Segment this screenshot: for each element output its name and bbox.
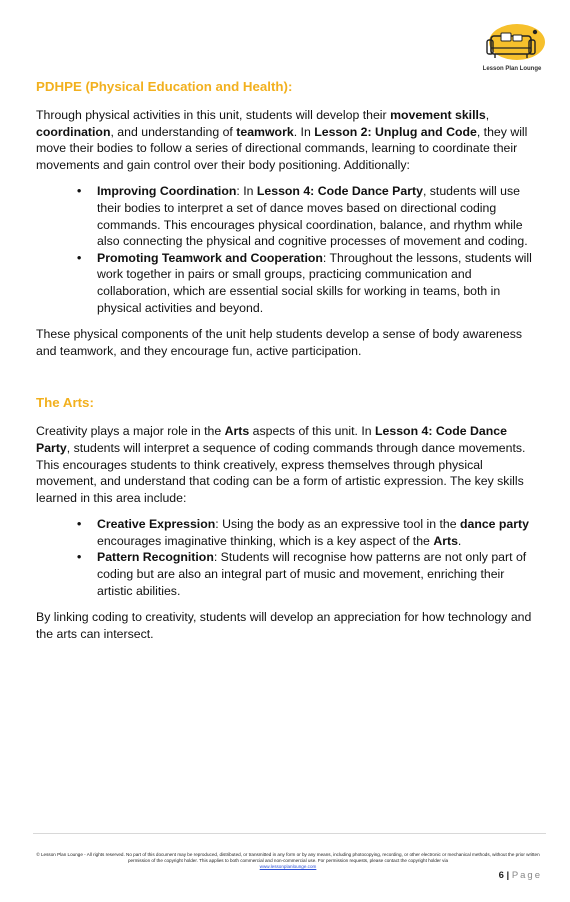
bold-text: Arts	[433, 533, 458, 548]
bold-text: Lesson 4: Code Dance Party	[36, 424, 507, 455]
logo-caption: Lesson Plan Lounge	[482, 66, 542, 72]
bold-text: dance party	[459, 517, 529, 532]
bold-text: Creative Expression	[97, 517, 216, 532]
arts-intro: Creativity plays a major role in the Arts aspects of this unit. In Lesson 4: Code Dance Party, students will interpret a sequence of coding commands through dance movements. This encourages students to think creatively, express themselves through physical movement, and understand that coding can be a form of artistic expression. The key skills learned in this area include:	[36, 424, 526, 505]
pdhpe-bullet-list	[36, 183, 538, 316]
bold-text: Improving Coordination	[97, 184, 237, 199]
arts-bullet-creative-expression: • Creative Expression: Using the body as an expressive tool in the dance party encourages imaginative thinking, which is a key aspect of the Arts.	[36, 516, 538, 549]
arts-heading: The Arts:	[36, 395, 94, 411]
bold-text: Arts	[224, 424, 250, 439]
bold-text: Pattern Recognition	[97, 550, 214, 565]
pdhpe-bullet-teamwork: • Promoting Teamwork and Cooperation: Throughout the lessons, students will work together in pairs or small groups, practicing communication and collaboration, which are essential social skills for working in teams, both in physical activities and beyond.	[36, 250, 538, 316]
page-word: Page	[511, 870, 542, 881]
page-content	[36, 78, 538, 642]
pdhpe-bullet-coordination: • Improving Coordination: In Lesson 4: Code Dance Party, students will use their bodies to interpret a set of dance moves based on directional coding commands. This encourages physical coordination, balance, and rhythm while also connecting the physical and cognitive processes of movement and coding.	[36, 183, 538, 249]
arts-bullet-pattern-recognition: • Pattern Recognition: Students will recognise how patterns are not only part of coding but are also an integral part of music and movement, enriching their artistic abilities.	[36, 549, 538, 599]
page-number-value: 6	[498, 870, 504, 881]
arts-bullet-list	[36, 516, 538, 599]
copyright-notice	[36, 852, 540, 870]
website-link[interactable]: www.lessonplanlounge.com	[259, 864, 317, 869]
bold-text: Lesson 4: Code Dance Party	[256, 184, 423, 199]
bold-text: Promoting Teamwork and Cooperation	[97, 250, 323, 265]
bold-text: movement skills	[390, 108, 486, 122]
pdhpe-intro: Through physical activities in this unit, students will develop their movement skills, coordination, and understanding of teamwork. In Lesson 2: Unplug and Code, they will move their bodies to follow a series of directional commands, learning to coordinate their movements and gain control over their body positioning. Additionally:	[36, 108, 528, 172]
page-number	[499, 870, 542, 881]
pdhpe-closing: These physical components of the unit help students develop a sense of body awareness and teamwork, and they encourage fun, active participation.	[36, 327, 523, 358]
bold-text: Lesson 2: Unplug and Code	[314, 124, 477, 139]
page-separator: |	[506, 870, 510, 881]
bold-text: coordination	[36, 124, 111, 139]
copyright-text: © Lesson Plan Lounge - All rights reserved. No part of this document may be reproduced, distributed, or transmitted in any form or by any means, including photocopying, recording, or other electronic or mechanical methods, without the prior written permission of the copyright holder. This applies to both commercial and non-commercial use. For permission requests, please contact the copyright holder via	[36, 852, 540, 863]
footer-divider	[33, 833, 546, 834]
bold-text: teamwork	[236, 124, 294, 139]
arts-closing: By linking coding to creativity, students will develop an appreciation for how technology and the arts can intersect.	[36, 610, 532, 641]
pdhpe-heading: PDHPE (Physical Education and Health):	[36, 79, 293, 94]
